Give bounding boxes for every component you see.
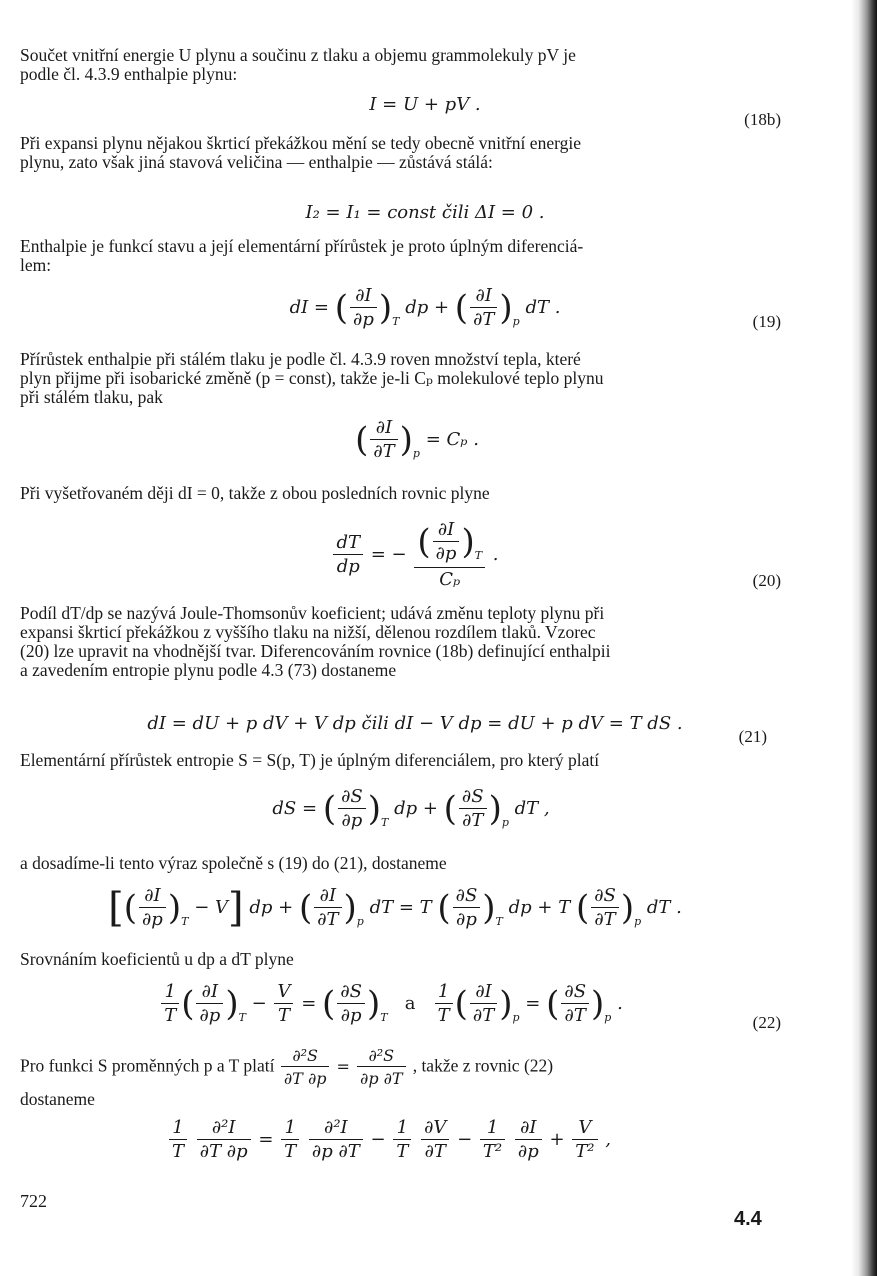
equation-text: I = U + pV . [369,94,481,115]
equation-text: dI = dU + p dV + V dp čili dI − V dp = dU + p dV = T dS . [147,713,683,734]
equation-21 [0,714,840,734]
text-line: plyn přijme při isobarické změně (p = const), takže je-li Cₚ molekulové teplo plynu [20,368,604,388]
section-number: 4.4 [734,1208,762,1230]
fraction: $\frac{\partial S}{\partial T}$ [591,886,619,930]
equation-number: (22) [752,1013,781,1032]
fraction: $\frac{\partial I}{\partial T}$ [470,286,497,330]
fraction: $\frac{1}{T}$ [435,982,453,1026]
equation-number: (18b) [744,110,781,129]
fraction: $\frac{dT}{dp}$ [333,533,363,577]
fraction: $\frac{\partial S}{\partial T}$ [561,982,589,1026]
fraction: $\frac{\partial I}{\partial p}$ [196,982,223,1026]
equation-18b [0,95,850,115]
paragraph-expansion [20,134,782,172]
fraction: $\frac{\text{∂²I}}{\partial T \partial p}$ [197,1118,251,1162]
equation-lhs: dI = [289,297,330,318]
fraction: $\frac{\partial S}{\partial T}$ [459,787,487,831]
fraction: $\frac{\partial V}{\partial T}$ [421,1118,449,1162]
paragraph-isobaric [20,350,782,407]
fraction: $\frac{\partial I}{\partial T}$ [370,418,397,462]
fraction: $\frac{1}{T}$ [169,1118,187,1162]
paragraph-substitution [20,854,782,873]
paragraph-mixed-derivatives: Pro funkci S proměnných p a T platí $\frac{\text{∂²S}}{\partial T \partial p}$ = $\frac{\text{∂²S}}{\partial p \partial T}$ , takže z rovnic (22) dostaneme [20,1046,780,1109]
text-line: a zavedením entropie plynu podle 4.3 (73) dostaneme [20,660,397,680]
text-line: Při expansi plynu nějakou škrticí překážkou mění se tedy obecně vnitřní energie [20,133,581,153]
equation-number: (19) [752,312,781,331]
text-line: Podíl dT/dp se nazývá Joule-Thomsonův koeficient; udává změnu teploty plynu při [20,603,605,623]
equation-22: $\frac{1}{T}$ ( $\frac{\partial I}{\partial p}$ )$_T$ − $\frac{V}{T}$ = ( $\frac{\partial S}{\partial p}$ )$_T$ a $\frac{1}{T}$ ( $\frac{\partial I}{\partial T}$ )$_p$ = ( $\frac{\partial S}{\partial T}$ )$_p$ . [0,982,816,1028]
paragraph-coefficients [20,950,782,969]
text-line: expansi škrticí překážkou z vyššího tlaku na nižší, dělenou rozdílem tlaků. Vzorec [20,622,596,642]
equation-text: I₂ = I₁ = const čili ΔI = 0 . [305,202,545,223]
text-line: lem: [20,255,52,275]
text-line: Srovnáním koeficientů u dp a dT plyne [20,949,294,969]
text-line: Součet vnitřní energie U plynu a součinu z tlaku a objemu grammolekuly pV je [20,45,576,65]
equation-number: (21) [738,727,767,746]
fraction: $\frac{\partial I}{\partial p}$ [515,1118,542,1162]
paragraph-intro [20,46,782,84]
fraction: $\frac{\partial S}{\partial p}$ [338,787,366,831]
text-line: , takže z rovnic (22) [412,1055,554,1076]
equation-final: $\frac{1}{T}$ $\frac{\text{∂²I}}{\partial T \partial p}$ = $\frac{1}{T}$ $\frac{\text{∂²I}}{\partial p \partial T}$ − $\frac{1}{T}$ $\frac{\partial V}{\partial T}$ − $\frac{1}{\text{T²}}$ $\frac{\partial I}{\partial p}$ + $\frac{V}{\text{T²}}$ , [0,1118,814,1162]
text-line: Při vyšetřovaném ději dI = 0, takže z obou posledních rovnic plyne [20,483,490,503]
fraction: $\frac{\partial I}{\partial T}$ [314,886,341,930]
fraction: $\frac{\text{∂²S}}{\partial p \partial T}$ [357,1046,406,1088]
fraction: $\frac{V}{T}$ [274,982,293,1026]
fraction: $\frac{1}{T}$ [393,1118,411,1162]
fraction: $\frac{\partial I}{\partial T}$ [470,982,497,1026]
text-line: a dosadíme-li tento výraz společně s (19) do (21), dostaneme [20,853,447,873]
fraction: $\frac{\partial S}{\partial p}$ [337,982,365,1026]
text-line: podle čl. 4.3.9 enthalpie plynu: [20,64,238,84]
text-line: Elementární přírůstek entropie S = S(p, T) je úplným diferenciálem, pro který platí [20,750,600,770]
equation-enthalpy-constant [0,203,850,223]
text-line: plynu, zato však jiná stavová veličina — enthalpie — zůstává stálá: [20,152,493,172]
text-line: Pro funkci S proměnných p a T platí [20,1055,275,1076]
text-line: Přírůstek enthalpie při stálém tlaku je podle čl. 4.3.9 roven množství tepla, které [20,349,581,369]
fraction: $\frac{V}{\text{T²}}$ [572,1118,597,1162]
text-line: Enthalpie je funkcí stavu a její elementární přírůstek je proto úplným diferenciá- [20,236,584,256]
fraction: $\frac{\text{∂²S}}{\partial T \partial p}$ [281,1046,330,1088]
fraction: $\frac{1}{T}$ [161,982,179,1026]
paragraph-entropy [20,751,782,770]
equation-number: (20) [752,571,781,590]
paragraph-joule-thomson [20,604,782,680]
equation-cp: ( $\frac{\partial I}{\partial T}$ )$_p = C_p$ . [355,417,479,462]
fraction: ( $\frac{\partial I}{\partial p}$ )$_T$ Cₚ [414,520,485,590]
paragraph-state-function [20,237,782,275]
paragraph-process [20,484,782,503]
fraction: $\frac{1}{\text{T²}}$ [480,1118,505,1162]
fraction: $\frac{\text{∂²I}}{\partial p \partial T}$ [309,1118,363,1162]
fraction: $\frac{\partial I}{\partial p}$ [350,286,377,330]
page-number: 722 [20,1191,47,1211]
text-line: (20) lze upravit na vhodnější tvar. Diferencováním rovnice (18b) definující enthalpii [20,641,611,661]
fraction: $\frac{\partial S}{\partial p}$ [453,886,481,930]
text-line: dostaneme [20,1089,95,1109]
text-line: při stálém tlaku, pak [20,387,163,407]
fraction: $\frac{\partial I}{\partial p}$ [139,886,166,930]
page-edge-shadow [851,0,877,1276]
equation-20: $\frac{dT}{dp}$ = − ( $\frac{\partial I}{\partial p}$ )$_T$ Cₚ . [0,520,840,590]
equation-19: dI = ( $\frac{\partial I}{\partial p}$ )$_T$ dp + ( $\frac{\partial I}{\partial T}$ )$_p$ dT . [289,285,561,330]
fraction: $\frac{1}{T}$ [281,1118,299,1162]
equation-substituted: [( $\frac{\partial I}{\partial p}$ )$_T - V$] dp + ( $\frac{\partial I}{\partial T}$ )$_p$ dT = T ( $\frac{\partial S}{\partial p}$ )$_T$ dp + T ( $\frac{\partial S}{\partial T}$ )$_p$ dT . [108,885,682,931]
equation-entropy-differential: dS = ( $\frac{\partial S}{\partial p}$ )$_T$ dp + ( $\frac{\partial S}{\partial T}$ )$_p$ dT , [272,786,550,831]
